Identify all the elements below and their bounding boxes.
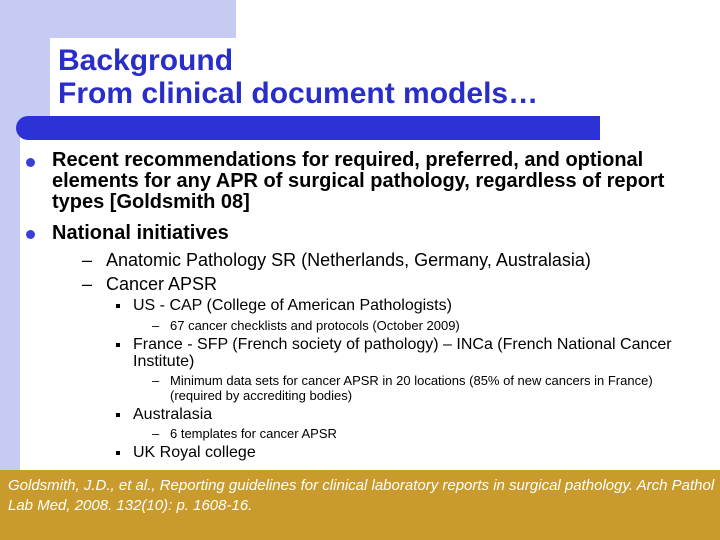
- sub-bullet-cancer-apsr: Cancer APSR: [106, 274, 218, 294]
- footer-citation-text: Goldsmith, J.D., et al., Reporting guidelines for clinical laboratory reports in surgical pathology. Arch Pathol Lab Med, 2008. 132(10): p. 1608-16.: [8, 477, 715, 514]
- dash-marker: –: [152, 318, 160, 333]
- slide-title-line-2: From clinical document models…: [58, 77, 539, 110]
- square-bullet: [116, 343, 120, 347]
- item-us-cap: US - CAP (College of American Pathologists): [133, 297, 452, 314]
- bullet-dot: [26, 230, 35, 239]
- square-bullet: [116, 413, 120, 417]
- sub-bullet-anatomic-pathology: Anatomic Pathology SR (Netherlands, Germany, Australasia): [106, 250, 591, 270]
- bullet-recommendations: Recent recommendations for required, preferred, and optional elements for any APR of surgical pathology, regardless of report types [Goldsmith 08]: [52, 149, 665, 213]
- dash-marker: –: [82, 250, 93, 270]
- slide-title-line-1: Background: [58, 44, 234, 77]
- square-bullet: [116, 451, 120, 455]
- item-australasia: Australasia: [133, 406, 213, 423]
- square-bullet: [116, 304, 120, 308]
- bullet-national-initiatives: National initiatives: [52, 222, 229, 244]
- detail-france-sfp: Minimum data sets for cancer APSR in 20 locations (85% of new cancers in France) (required by accrediting bodies): [170, 373, 653, 403]
- dash-marker: –: [82, 274, 93, 294]
- title-underline-bar: [16, 116, 600, 140]
- dash-marker: –: [152, 373, 160, 388]
- item-uk-royal-college: UK Royal college: [133, 444, 256, 461]
- item-france-sfp: France - SFP (French society of pathology) – INCa (French National Cancer Institute): [133, 336, 672, 370]
- detail-us-cap: 67 cancer checklists and protocols (October 2009): [170, 318, 460, 333]
- bullet-dot: [26, 158, 35, 167]
- dash-marker: –: [152, 426, 160, 441]
- detail-australasia: 6 templates for cancer APSR: [170, 426, 337, 441]
